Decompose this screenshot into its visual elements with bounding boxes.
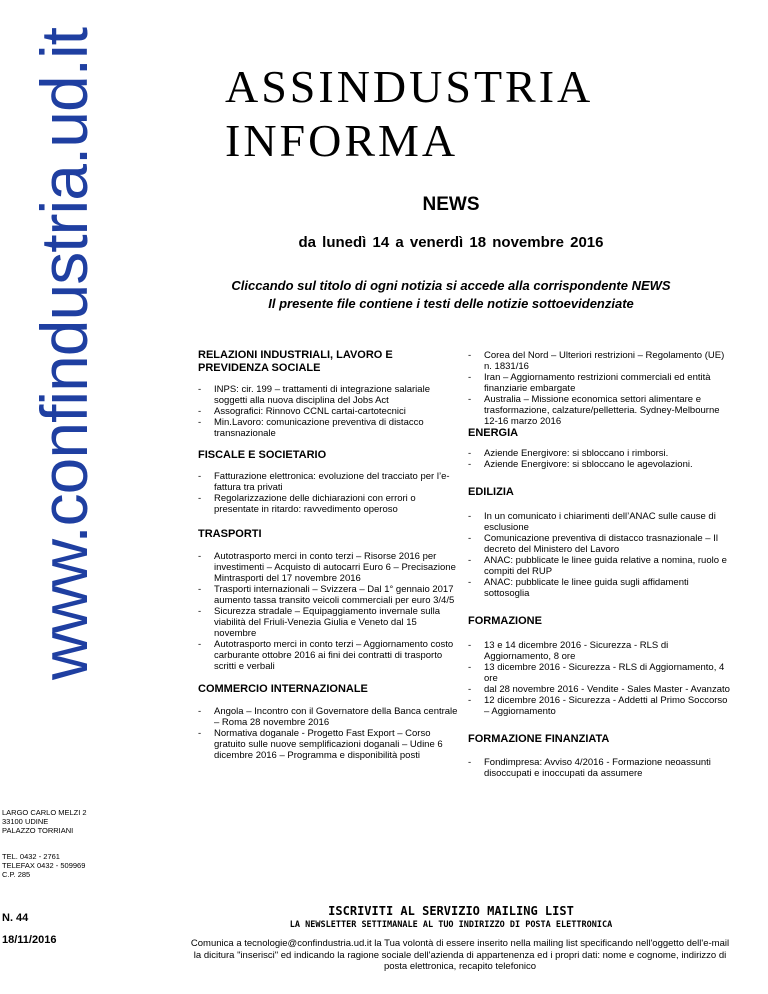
section-title[interactable]: FORMAZIONE: [468, 615, 542, 627]
section-title[interactable]: FISCALE E SOCIETARIO: [198, 449, 327, 461]
news-item[interactable]: - Fatturazione elettronica: evoluzione del tracciato per l’e-fattura tra privati: [198, 471, 460, 493]
section-title[interactable]: RELAZIONI INDUSTRIALI, LAVORO E PREVIDENZA SOCIALE: [198, 349, 393, 374]
news-item[interactable]: - ANAC: pubblicate le linee guida relative a nomina, ruolo e compiti del RUP: [468, 555, 730, 577]
news-item[interactable]: - Assografici: Rinnovo CCNL cartai-cartotecnici: [198, 406, 460, 417]
news-item[interactable]: - INPS: cir. 199 – trattamenti di integrazione salariale soggetti alla nuova disciplina del Jobs Act: [198, 384, 460, 406]
section-edilizia: [468, 486, 730, 599]
address-line: LARGO CARLO MELZI 2: [2, 808, 87, 817]
contact-line: TELEFAX 0432 - 509969: [2, 861, 86, 870]
intro-line: Cliccando sul titolo di ogni notizia si accede alla corrispondente NEWS: [231, 278, 671, 293]
masthead: [225, 60, 593, 168]
mailing-list-title[interactable]: ISCRIVITI AL SERVIZIO MAILING LIST: [328, 904, 574, 918]
address-line: PALAZZO TORRIANI: [2, 826, 74, 835]
news-item[interactable]: - Regolarizzazione delle dichiarazioni con errori o presentate in ritardo: ravvedimento operoso: [198, 493, 460, 515]
section-title[interactable]: ENERGIA: [468, 427, 519, 439]
section-title[interactable]: FORMAZIONE FINANZIATA: [468, 733, 610, 745]
news-item[interactable]: - Autotrasporto merci in conto terzi – Risorse 2016 per investimenti – Acquisto di autocarri Euro 6 – Precisazione Mintrasporti del 17 novembre 2016: [198, 551, 460, 584]
contact-line: TEL. 0432 - 2761: [2, 852, 60, 861]
news-item[interactable]: - Trasporti internazionali – Svizzera – Dal 1° gennaio 2017 aumento tassa transito veicoli commerciali per euro 3/4/5: [198, 584, 460, 606]
right-column: [468, 350, 730, 779]
news-item[interactable]: - Australia – Missione economica settori alimentare e trasformazione, calzature/pelletteria. Sydney-Melbourne 12-16 marzo 2016: [468, 394, 730, 427]
contact-line: C.P. 285: [2, 870, 31, 879]
news-item[interactable]: - Normativa doganale - Progetto Fast Export – Corso gratuito sulle nuove semplificazioni doganali – Udine 6 dicembre 2016 – Programma e disponibilità posti: [198, 728, 460, 761]
issue-number: N. 44: [2, 912, 29, 924]
news-item[interactable]: - Autotrasporto merci in conto terzi – Aggiornamento costo carburante ottobre 2016 ai fini dei contratti di trasporto scritti e verbali: [198, 639, 460, 672]
news-item[interactable]: - Corea del Nord – Ulteriori restrizioni – Regolamento (UE) n. 1831/16: [468, 350, 730, 372]
section-commercio: [198, 683, 460, 761]
site-url[interactable]: www.confindustria.ud.it: [27, 28, 101, 680]
news-item[interactable]: - dal 28 novembre 2016 - Vendite - Sales Master - Avanzato: [468, 684, 730, 695]
news-item[interactable]: - Iran – Aggiornamento restrizioni commerciali ed entità finanziarie embargate: [468, 372, 730, 394]
intro-line: Il presente file contiene i testi delle notizie sottoevidenziate: [268, 296, 634, 311]
news-item[interactable]: - 13 dicembre 2016 - Sicurezza - RLS di Aggiornamento, 4 ore: [468, 662, 730, 684]
news-item[interactable]: - Angola – Incontro con il Governatore della Banca centrale – Roma 28 novembre 2016: [198, 706, 460, 728]
news-item[interactable]: - Comunicazione preventiva di distacco trasnazionale – Il decreto del Ministero del Lavoro: [468, 533, 730, 555]
mailing-list-subtitle: LA NEWSLETTER SETTIMANALE AL TUO INDIRIZZO DI POSTA ELETTRONICA: [289, 920, 613, 930]
section-formazione-finanziata: [468, 733, 730, 779]
section-title[interactable]: TRASPORTI: [198, 528, 262, 540]
intro: [134, 277, 768, 313]
section-formazione: [468, 615, 730, 717]
news-label: NEWS: [422, 194, 480, 215]
news-item[interactable]: - Min.Lavoro: comunicazione preventiva di distacco transnazionale: [198, 417, 460, 439]
address-line: 33100 UDINE: [2, 817, 49, 826]
news-item[interactable]: - Aziende Energivore: si sbloccano i rimborsi.: [468, 448, 730, 459]
address-block: [2, 808, 87, 835]
issue-date: 18/11/2016: [2, 934, 57, 946]
mailing-list-body: Comunica a tecnologie@confindustria.ud.it la Tua volontà di essere inserito nella mailing list specificando nell'oggetto dell'e-mail la dicitura "inserisci" ed indicando la ragione sociale dell'azienda di appartenenza ed i propri dati: nome e cognome, indirizzo di posta elettronica, recapito telefonico: [190, 938, 730, 972]
news-item[interactable]: - In un comunicato i chiarimenti dell’ANAC sulle cause di esclusione: [468, 511, 730, 533]
date-range: da lunedì 14 a venerdì 18 novembre 2016: [298, 234, 604, 251]
sidebar: [0, 0, 134, 994]
masthead-line: INFORMA: [225, 115, 459, 166]
news-item[interactable]: - Aziende Energivore: si sbloccano le agevolazioni.: [468, 459, 730, 470]
section-fiscale: [198, 449, 460, 515]
section-energia: [468, 427, 730, 470]
news-item[interactable]: - ANAC: pubblicate le linee guida sugli affidamenti sottosoglia: [468, 577, 730, 599]
news-item[interactable]: - 13 e 14 dicembre 2016 - Sicurezza - RLS di Aggiornamento, 8 ore: [468, 640, 730, 662]
section-relazioni: [198, 349, 460, 439]
section-title[interactable]: COMMERCIO INTERNAZIONALE: [198, 683, 368, 695]
section-title[interactable]: EDILIZIA: [468, 486, 514, 498]
news-item[interactable]: - Fondimpresa: Avviso 4/2016 - Formazione neoassunti disoccupati e inoccupati da assumere: [468, 757, 730, 779]
section-commercio-cont: [468, 350, 730, 427]
news-item[interactable]: - 12 dicembre 2016 - Sicurezza - Addetti al Primo Soccorso – Aggiornamento: [468, 695, 730, 717]
left-column: [198, 349, 460, 761]
section-trasporti: [198, 528, 460, 672]
news-item[interactable]: - Sicurezza stradale – Equipaggiamento invernale sulla viabilità del Friuli-Venezia Giulia e Veneto dal 15 novembre: [198, 606, 460, 639]
contact-block: [2, 852, 85, 879]
masthead-line: ASSINDUSTRIA: [225, 61, 594, 112]
